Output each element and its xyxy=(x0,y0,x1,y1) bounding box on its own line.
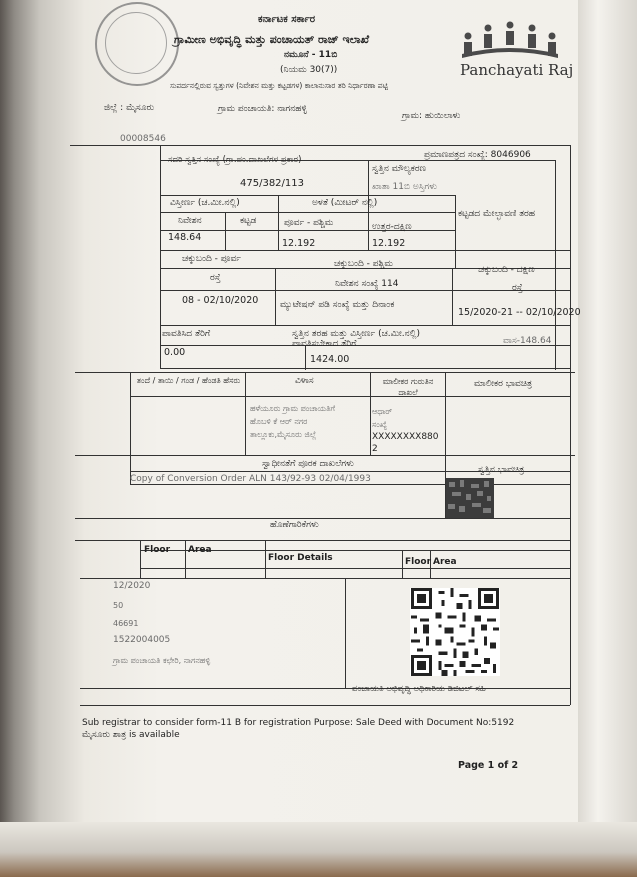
owner-photo-header: ಮಾಲೀಕರ ಭಾವಚಿತ್ರ xyxy=(474,379,533,389)
east-boundary-value: ರಸ್ತೆ xyxy=(210,273,221,283)
property-photo-label: ಸ್ವತ್ತಿನ ಭಾವಚಿತ್ರ xyxy=(478,465,525,475)
owner-id-header: ಮಾಲೀಕರ ಗುರುತಿನ ದಾಖಲೆ xyxy=(382,377,434,397)
south-boundary-label: ಚಕ್ಕುಬಂದಿ - ದಕ್ಷಿಣ xyxy=(478,265,535,275)
mutation-value: 15/2020-21 -- 02/10/2020 xyxy=(458,307,581,318)
id-line-1: ಆಧಾರ್ xyxy=(372,407,393,416)
page-number: Page 1 of 2 xyxy=(458,760,519,771)
address-header: ವಿಳಾಸ xyxy=(295,376,314,386)
property-photo xyxy=(446,478,494,518)
form-number: ನಮೂನೆ - 11ಬಿ xyxy=(284,50,338,60)
office-seal xyxy=(95,2,179,86)
floor-header-a: Floor xyxy=(144,545,171,555)
property-number: 475/382/113 xyxy=(240,178,304,189)
document-value: Copy of Conversion Order ALN 143/92-93 02/04/1993 xyxy=(130,474,371,484)
id-line-2: ಸಂಖ್ಯೆ xyxy=(372,420,388,429)
mutation-label: ಮ್ಯುಟೇಷನ್ ಪಡಿ ಸಂಖ್ಯೆ ಮತ್ತು ದಿನಾಂಕ xyxy=(280,300,395,310)
address-line-1: ಹಳೆಯೂರು ಗ್ರಾಮ ಪಂಚಾಯತಿಗೆ xyxy=(250,404,336,413)
tax-paid-label: ಪಾವತಿಸಿದ ತೆರಿಗೆ xyxy=(162,329,211,339)
building-label: ಕಟ್ಟಡ xyxy=(240,216,257,226)
gov-title: ಕರ್ನಾಟಕ ಸರ್ಕಾರ xyxy=(258,14,316,25)
date-left: 08 - 02/10/2020 xyxy=(182,295,259,306)
area-header-a: Area xyxy=(188,545,212,555)
area-sqm-label: ವಿಸ್ತೀರ್ಣ (ಚ.ಮೀ.ನಲ್ಲಿ) xyxy=(170,198,240,208)
brand-text: Panchayati Raj xyxy=(460,61,574,79)
digital-signature-label: ಪಂಚಾಯತಿ ಅಭಿವೃದ್ಧಿ ಅಧಿಕಾರಿಯ ಡಿಜಿಟಲ್ ಸಹಿ xyxy=(352,684,486,694)
ns-value: 12.192 xyxy=(372,238,406,249)
documents-title: ಸ್ವಾಧೀನತೆಗೆ ಪೂರಕ ದಾಖಲೆಗಳು xyxy=(262,459,354,469)
address-line-2: ಹೊಬಳಿ ಕೆ ಆರ್ ನಗರ xyxy=(250,417,308,426)
footer-date: 12/2020 xyxy=(113,581,151,591)
tax-due-value: 1424.00 xyxy=(310,354,350,365)
address-line-3: ತಾಲ್ಲೂಕು,ಮೈಸೂರು ಜಿಲ್ಲೆ xyxy=(250,430,317,439)
south-boundary-value: ರಸ್ತೆ xyxy=(512,283,523,293)
page-bottom xyxy=(0,822,637,877)
roof-type-label: ಕಟ್ಟಡದ ಮೇಲ್ಛಾವಣಿ ತರಹ xyxy=(458,209,535,219)
certificate-number: ಪ್ರಮಾಣಪತ್ರದ ಸಂಖ್ಯೆ: 8046906 xyxy=(424,150,531,160)
registrar-note: Sub registrar to consider form-11 B for registration Purpose: Sale Deed with Document No:5192 xyxy=(82,718,515,728)
west-boundary-value: ನಿವೇಶನ ಸಂಖ್ಯೆ 114 xyxy=(335,279,399,289)
area-type-value: ವಾಸ-148.64 xyxy=(503,336,552,346)
id-line-4: 2 xyxy=(372,444,378,454)
page-edge xyxy=(578,0,637,877)
id-line-3: XXXXXXXX880 xyxy=(372,432,439,442)
footer-line-5: ಗ್ರಾಮ ಪಂಚಾಯತಿ ಕಛೇರಿ, ನಾಗನಹಳ್ಳಿ xyxy=(113,656,211,665)
site-label: ನಿವೇಶನ xyxy=(178,216,202,226)
dimensions-label: ಅಳತೆ (ಮೀಟರ್ ನಲ್ಲಿ) xyxy=(312,198,378,208)
ns-label: ಉತ್ತರ-ದಕ್ಷಿಣ xyxy=(372,222,412,232)
area-type-label: ಸ್ವತ್ತಿನ ತರಹ ಮತ್ತು ವಿಸ್ತೀರ್ಣ (ಚ.ಮೀ.ನಲ್ಲಿ) xyxy=(292,329,420,339)
availability-note: ಮೈಸೂರು ಶಾತ್ರ is available xyxy=(82,730,180,740)
village-label: ಗ್ರಾಮ: ಹುಯಿಲಾಳು xyxy=(402,111,461,121)
floor-details-header: Floor Details xyxy=(268,553,333,563)
tax-due-label: ಪಾವತಿಸಬೇಕಾದ ತೆರಿಗೆ xyxy=(292,339,357,349)
subtitle: ಸುಪರ್ದನಲ್ಲಿರುವ ಸ್ವತ್ತುಗಳ (ನಿವೇಶನ ಮತ್ತು ಕಟ್ಟಡಗಳ) ಕಾಲಾನುಸಾರ ತರಿ ನಿರ್ಧಾರಣಾ ಪಟ್ಟಿ xyxy=(170,81,389,90)
east-boundary-label: ಚಕ್ಕುಬಂದಿ - ಪೂರ್ವ xyxy=(182,254,241,264)
liabilities-title: ಹೊಣೆಗಾರಿಕೆಗಳು xyxy=(270,520,319,530)
property-type-value: ಖಾತಾ 11ಬಿ ಅಸ್ತಿಗಳು xyxy=(372,182,437,192)
record-id: 00008546 xyxy=(120,134,166,144)
west-boundary-label: ಚಕ್ಕುಬಂದಿ - ಪಶ್ಚಿಮ xyxy=(334,259,393,269)
dept-title: ಗ್ರಾಮೀಣ ಅಭಿವೃದ್ಧಿ ಮತ್ತು ಪಂಚಾಯತ್ ರಾಜ್ ಇಲಾಖೆ xyxy=(174,33,370,46)
property-number-label: ಸದರಿ ಸ್ವತ್ತಿನ ಸಂಖ್ಯೆ (ಗ್ರಾ.ಪಂ.ದಾಖಲೆಗಳ ಪ್ರಕಾರ) xyxy=(168,155,302,165)
tax-paid-value: 0.00 xyxy=(164,347,186,358)
site-area: 148.64 xyxy=(168,232,202,243)
property-type-label: ಸ್ವತ್ತಿನ ಮೌಲ್ಯಕರಣ xyxy=(372,164,426,174)
ew-label: ಪೂರ್ವ - ಪಶ್ಚಿಮ xyxy=(284,218,334,228)
floor-header-b: Floor xyxy=(405,557,432,567)
ew-value: 12.192 xyxy=(282,238,316,249)
footer-line-4: 1522004005 xyxy=(113,635,171,645)
district-label: ಜಿಲ್ಲೆ : ಮೈಸೂರು xyxy=(104,103,155,113)
area-header-b: Area xyxy=(433,557,457,567)
footer-line-2: 50 xyxy=(113,601,124,610)
rule-number: (ನಿಯಮ 30(7)) xyxy=(280,65,338,75)
footer-line-3: 46691 xyxy=(113,619,139,628)
qr-code xyxy=(410,588,500,676)
owner-name-header: ತಂದೆ / ತಾಯಿ / ಗಂಡ / ಹೆಂಡತಿ ಹೆಸರು xyxy=(136,376,241,385)
gp-label: ಗ್ರಾಮ ಪಂಚಾಯತಿ: ನಾಗನಹಳ್ಳಿ xyxy=(218,104,308,114)
